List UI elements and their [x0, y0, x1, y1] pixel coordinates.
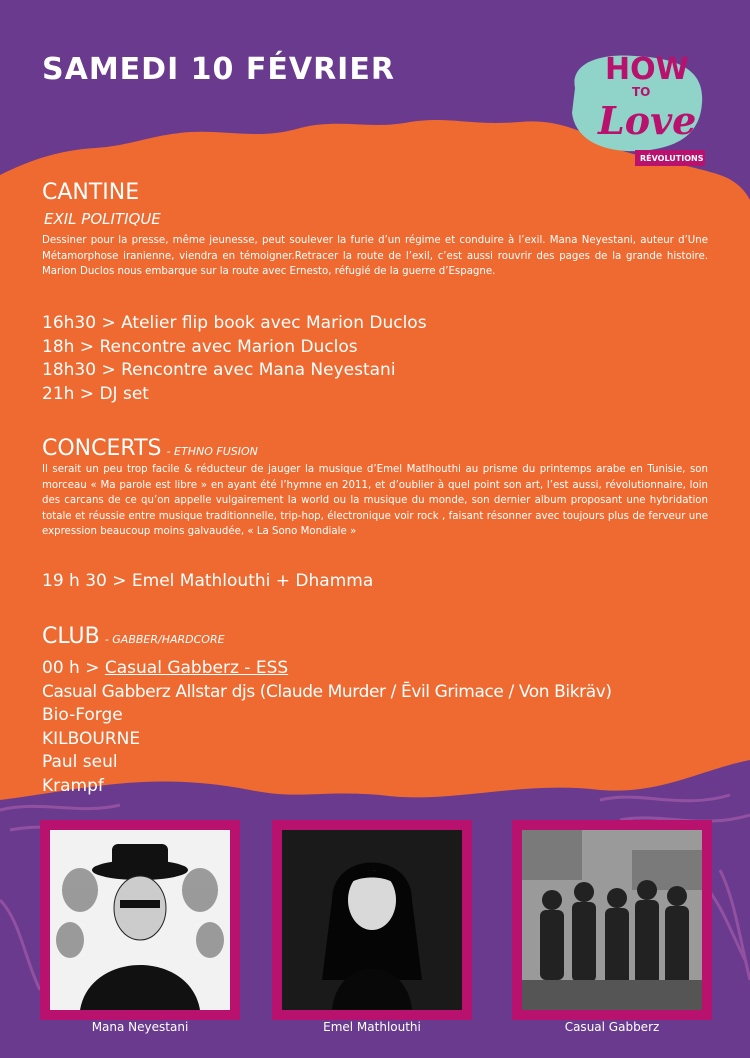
- cantine-description: Dessiner pour la presse, même jeunesse, peut soulever la furie d’un régime et conduire à l’exil. Mana Neyestani, auteur d’Une Métamorphose iranienne, viendra en témoigner.Retracer la route de l’exil, c’est aussi rouvrir des pages de la grande histoire. Marion Duclos nous embarque sur la route avec Ernesto, réfugié de la guerre d’Espagne.: [42, 235, 708, 277]
- cantine-program: [42, 312, 427, 406]
- program-line: 16h30 > Atelier flip book avec Marion Duclos: [42, 313, 427, 333]
- photo-caption: Emel Mathlouthi: [323, 1020, 421, 1034]
- club-title: CLUB: [42, 624, 100, 649]
- logo-to: TO: [632, 85, 651, 99]
- club-heading: [42, 624, 225, 649]
- photo-emel-mathlouthi: [272, 820, 472, 1020]
- portrait-photo-icon: [282, 830, 462, 1010]
- club-tag: - GABBER/HARDCORE: [104, 633, 225, 646]
- program-line: [42, 657, 612, 681]
- how-to-love-logo: [560, 48, 710, 173]
- program-line: Paul seul: [42, 752, 118, 772]
- time-prefix: 00 h >: [42, 658, 105, 678]
- photo-caption: Mana Neyestani: [91, 1020, 189, 1034]
- program-line: Krampf: [42, 775, 104, 796]
- concerts-heading: [42, 436, 258, 461]
- photo-caption: Casual Gabberz: [564, 1020, 660, 1034]
- photo-mana-neyestani: [40, 820, 240, 1020]
- club-program: [42, 657, 612, 798]
- program-line: 21h > DJ set: [42, 383, 149, 404]
- program-line: Casual Gabberz Allstar djs (Claude Murder / Ēvil Grimace / Von Bikräv): [42, 681, 612, 702]
- casual-gabberz-link[interactable]: Casual Gabberz - ESS: [104, 658, 289, 678]
- logo-banner: RÉVOLUTIONS: [640, 154, 704, 163]
- concerts-title: CONCERTS: [42, 436, 162, 461]
- program-line: 18h30 > Rencontre avec Mana Neyestani: [42, 360, 396, 380]
- program-line: 18h > Rencontre avec Marion Duclos: [42, 336, 358, 357]
- group-photo-icon: [522, 830, 702, 1010]
- photo-casual-gabberz: [512, 820, 712, 1020]
- program-line: Bio-Forge: [42, 705, 123, 725]
- cantine-subtitle: EXIL POLITIQUE: [44, 210, 161, 228]
- concerts-program: [42, 570, 373, 594]
- concerts-description: Il serait un peu trop facile & réducteur de jauger la musique d’Emel Matlhouthi au prisme du printemps arabe en Tunisie, son morceau « Ma parole est libre » en ayant été l’hymne en 2011, et d’oublier à quel point son art, l’est aussi, révolutionnaire, loin des carcans de ce qu’on appelle vulgairement la world ou la musique du monde, son dernier album proposant une hybridation totale et réussie entre musique traditionnelle, trip-hop, électronique voir rock , faisant résonner avec toujours plus de ferveur une expression beaucoup moins galvaudée, « La Sono Mondiale »: [42, 464, 708, 537]
- concerts-tag: - ETHNO FUSION: [166, 445, 258, 458]
- page-title: SAMEDI 10 FÉVRIER: [42, 52, 395, 87]
- program-line: KILBOURNE: [42, 728, 141, 749]
- logo-love: Love: [598, 98, 697, 143]
- portrait-illustration-icon: [50, 830, 230, 1010]
- program-line: 19 h 30 > Emel Mathlouthi + Dhamma: [42, 571, 374, 591]
- cantine-title: CANTINE: [42, 180, 140, 205]
- logo-how: HOW: [605, 52, 689, 87]
